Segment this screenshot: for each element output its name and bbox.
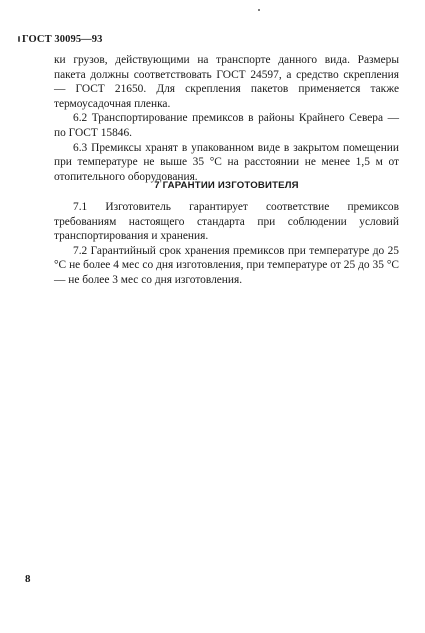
page-header-standard: ГОСТ 30095—93 [22, 34, 103, 45]
section-7-body [54, 200, 399, 288]
scan-speck [18, 36, 20, 42]
paragraph-7-2: 7.2 Гарантийный срок хранения премиксов при температуре до 25 °С не более 4 мес со дня изготовления, при температуре от 25 до 35 °С — не более 3 мес со дня изготовления. [54, 244, 399, 286]
section-7-heading: 7 ГАРАНТИИ ИЗГОТОВИТЕЛЯ [154, 180, 299, 191]
paragraph-7-1: 7.1 Изготовитель гарантирует соответствие премиксов требованиям настоящего стандарта при соблюдении условий транспортирования и хранения. [54, 201, 399, 243]
scan-speck [258, 9, 260, 11]
section-6-continuation [54, 53, 399, 184]
paragraph-packaging-continuation: ки грузов, действующими на транспорте данного вида. Размеры пакета должны соответствовать ГОСТ 24597, а средство скрепления — ГОСТ 21650. Для скрепления пакетов применяется также термоусадочная пленка. [54, 54, 399, 110]
paragraph-6-2: 6.2 Транспортирование премиксов в районы Крайнего Севера — по ГОСТ 15846. [54, 112, 399, 139]
paragraph-6-3: 6.3 Премиксы хранят в упакованном виде в закрытом помещении при температуре не выше 35 °С на расстоянии не менее 1,5 м от отопительного оборудования. [54, 141, 399, 183]
page-number: 8 [25, 573, 31, 585]
